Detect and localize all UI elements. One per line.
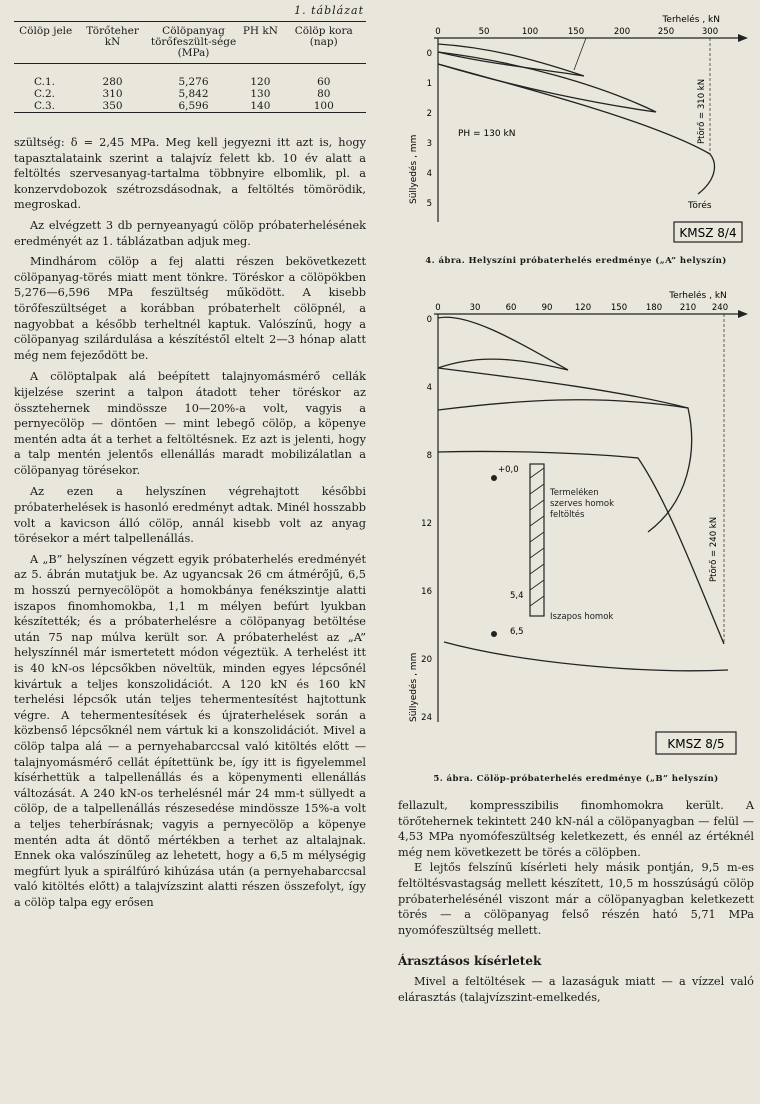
settlement-tick: 0 <box>426 315 432 325</box>
table-cell: 60 <box>317 76 331 88</box>
paragraph: A „B” helyszínen végzett egyik próbaterhelés eredményét az 5. ábrán mutatjuk be. Az ugyancsak 26 cm átmérőjű, 6,5 m hosszú pernyecölöpöt a homokbánya fenékszintje alatti iszapos finomhomokba, 1,1 m mélyen befúrt lyukban készítették; és a próbaterhelésre a cölöpanyag betöltése után 75 nap múlva került sor. A próbaterhelést az „A” helyszínnél már ismertetett módon végeztük. A terhelést itt is 40 kN-os lépcsőkben növeltük, minden egyes lépcsőnél kivártuk a teljes konszolidációt. A 120 kN és 160 kN terhelési lépcsők után teljes tehermentesítést hajtottunk végre. A tehermentesítések és újraterhelések során a közbenső lépcsőknél nem vártuk ki a konszolidációt. Mivel a cölöp talpa alá — a pernyehabarccsal való kitöltés előtt — talajnyomásmérő cellát építettünk be, így itt is figyelemmel kísérhettük a talpellenállás és a köpenymenti ellenállás változását. A 240 kN-os terhelésnél már 24 mm-t süllyedt a cölöp, de a talpellenállás részesedése mindössze 15%-a volt a teljes teherbírásnak; vagyis a pernyecölöp a köpenye mentén adta át döntő mértékben a terhet az altalajnak. Ennek oka valószínűleg az lehetett, hogy a 6,5 m mélységig megfúrt lyuk a spirálfúró kihúzása után (a pernyehabarccsal való kitöltés előtt) a talajvízszint alatti részen összefolyt, így a cölöp talpa egy erősen <box>14 552 366 909</box>
paragraph: Az elvégzett 3 db pernyeanyagú cölöp próbaterhelésének eredményét az 1. táblázatban adjuk meg. <box>14 218 366 248</box>
soil-label-silt: Iszapos homok <box>550 612 614 622</box>
table-cell: 310 <box>102 88 123 100</box>
figure-id-box: KMSZ 8/5 <box>667 737 725 751</box>
ptoro-label: Ptörő = 240 kN <box>709 516 719 582</box>
right-column <box>398 4 754 1006</box>
table-header: Cölöp jele <box>14 22 77 64</box>
results-table <box>14 21 366 113</box>
load-axis-label: Terhelés , kN <box>662 15 720 25</box>
settlement-tick: 16 <box>421 587 432 597</box>
paragraph: szültség: δ = 2,45 MPa. Meg kell jegyezni itt azt is, hogy tapasztalataink szerint a talajvíz felett kb. 10 év alatt a feltöltés szervesanyag-tartalma többnyire elbomlik, pl. a konzervdobozok szétrozsdásodnak, a feltöltés tömörödik, megroskad. <box>14 136 366 212</box>
paragraph: Az ezen a helyszínen végrehajtott későbbi próbaterhelések is hasonló eredményt adtak. Minél hosszabb volt a kavicson álló cölöp, annál kisebb volt az anyag törésekor a mért talpellenállás. <box>14 485 366 546</box>
load-tick: 200 <box>613 27 631 37</box>
failure-label: Törés <box>688 201 712 211</box>
load-tick: 100 <box>521 27 539 37</box>
load-tick: 180 <box>645 303 663 313</box>
ph-label: PH = 130 kN <box>458 129 516 139</box>
pile-schematic <box>530 464 544 616</box>
paragraph: Mindhárom cölöp a fej alatti részen bekövetkezett cölöpanyag-törés miatt ment tönkre. Töréskor a cölöpökben 5,276—6,596 MPa feszültség működött. A kisebb törőfeszültséget a korábban próbaterhelt cölöpnél, a nagyobbat a később terheltnél kaptuk. Valószínű, hogy a cölöpanyag szilárdulása a készítéstől eltelt 2—3 hónap alatt még nem fejeződött be. <box>14 255 366 362</box>
settlement-tick: 3 <box>426 139 432 149</box>
table-cell: C.2. <box>34 88 56 100</box>
settlement-tick: 4 <box>426 169 432 179</box>
table-header: Törőteher kN <box>77 22 147 64</box>
settlement-tick: 24 <box>421 713 432 723</box>
level-6-5: 6,5 <box>510 627 524 637</box>
figure-5-chart <box>398 282 754 772</box>
table-row <box>14 64 366 89</box>
figure-5 <box>398 282 754 784</box>
soil-label-fill: Termeléken szerves homok feltöltés <box>550 488 614 520</box>
load-tick: 250 <box>657 27 675 37</box>
settlement-axis-label: Süllyedés , mm <box>409 652 419 722</box>
section-heading: Árasztásos kísérletek <box>398 954 542 969</box>
load-tick: 60 <box>505 303 517 313</box>
left-column <box>14 4 366 911</box>
load-tick: 210 <box>679 303 697 313</box>
table-cell: C.1. <box>34 76 56 88</box>
paragraph: fellazult, kompresszibilis finomhomokra került. A törőtehernek tekintett 240 kN-nál a cölöpanyagban — felül — 4,53 MPa nyomófeszültség keletkezett, és ennél az értéknél még nem következett be törés a cölöpben. <box>398 799 754 859</box>
table-cell: 6,596 <box>148 100 240 113</box>
ptoro-label: Ptörő = 310 kN <box>697 78 707 144</box>
figure-id-box: KMSZ 8/4 <box>679 226 737 240</box>
table-cell: 280 <box>102 76 123 88</box>
table-cell: 5,842 <box>178 88 209 100</box>
load-tick: 30 <box>469 303 481 313</box>
paragraph: A cölöptalpak alá beépített talajnyomásmérő cellák kijelzése szerint a talpon átadott teher töréskor az össztehernek mindössze 10—20%-a volt, vagyis a pernyecölöp — döntően — mint lebegő cölöp, a köpenye mentén adta át a terhet a feltöltésnek. Ez azt is jelenti, hogy a talp mentén jelentős ellenállás maradt mobilizálatlan a cölöpanyag törésekor. <box>14 370 366 477</box>
table-header-row <box>14 22 366 64</box>
table-cell: 350 <box>77 100 147 113</box>
settlement-tick: 2 <box>426 109 432 119</box>
load-tick: 0 <box>435 27 441 37</box>
table-caption: 1. táblázat <box>294 4 364 17</box>
table-header: Cölöpanyag törőfeszült-sége (MPa) <box>148 22 240 64</box>
table-header: PH kN <box>239 22 281 64</box>
table-cell: 100 <box>282 100 367 113</box>
load-settlement-curves <box>438 44 714 194</box>
settlement-tick: 8 <box>426 451 432 461</box>
table-cell: 120 <box>250 76 271 88</box>
settlement-axis-label: Süllyedés , mm <box>409 134 419 204</box>
settlement-tick: 4 <box>426 383 432 393</box>
table-header: Cölöp kora (nap) <box>282 22 367 64</box>
table-row <box>14 88 366 100</box>
load-tick: 0 <box>435 303 441 313</box>
load-tick: 120 <box>574 303 592 313</box>
table-cell: C.3. <box>14 100 77 113</box>
load-tick: 240 <box>711 303 729 313</box>
table-cell: 80 <box>317 88 331 100</box>
paragraph: E lejtős felszínű kísérleti hely másik pontján, 9,5 m-es feltöltésvastagság mellett készített, 10,5 m hosszúságú cölöp próbaterhelésénél viszont már a cölöpanyagban keletkezett törés — a cölöpanyag felső részén ható 5,71 MPa nyomófeszültség mellett. <box>398 861 754 937</box>
level-top: +0,0 <box>498 465 519 475</box>
settlement-tick: 1 <box>426 79 432 89</box>
figure-4-caption: 4. ábra. Helyszíni próbaterhelés eredménye („A” helyszín) <box>425 256 727 266</box>
table-row <box>14 100 366 113</box>
figure-4-chart <box>398 4 754 254</box>
load-tick: 300 <box>701 27 719 37</box>
table-cell: 130 <box>250 88 271 100</box>
load-tick: 150 <box>567 27 585 37</box>
load-tick: 50 <box>478 27 490 37</box>
settlement-tick: 12 <box>421 519 432 529</box>
figure-4 <box>398 4 754 266</box>
settlement-tick: 20 <box>421 655 432 665</box>
table-cell: 140 <box>239 100 281 113</box>
load-axis-label: Terhelés , kN <box>669 291 727 301</box>
level-5-4: 5,4 <box>510 591 524 601</box>
settlement-tick: 0 <box>426 49 432 59</box>
load-tick: 90 <box>541 303 553 313</box>
paragraph: Mivel a feltöltések — a lazaságuk miatt — a vízzel való elárasztás (talajvízszint-emelkedés, <box>398 975 754 1004</box>
table-cell: 5,276 <box>178 76 209 88</box>
settlement-tick: 5 <box>426 199 432 209</box>
figure-5-caption: 5. ábra. Cölöp-próbaterhelés eredménye („B” helyszín) <box>433 774 719 784</box>
load-tick: 150 <box>610 303 628 313</box>
